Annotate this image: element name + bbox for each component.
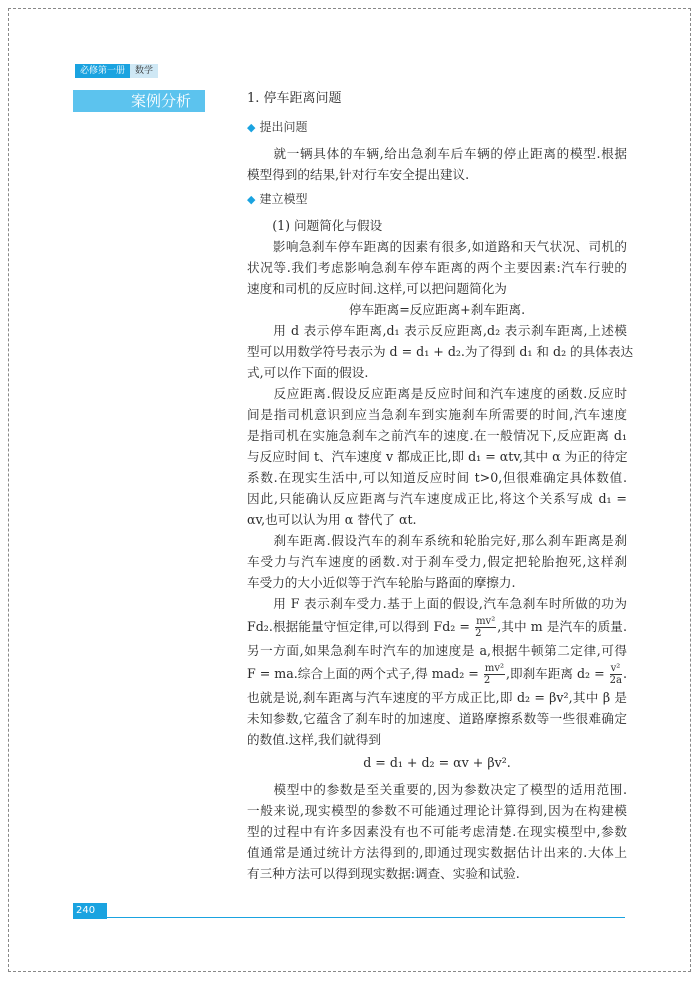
text-segment: . — [622, 666, 627, 681]
page-number: 240 — [73, 903, 107, 919]
denominator: 2 — [483, 675, 491, 686]
text-line: 型的过程中有许多因素没有也不可能考虑清楚.在现实模型中,参数 — [247, 824, 627, 839]
heading-build-model — [247, 189, 627, 210]
diamond-icon: ◆ — [247, 193, 256, 206]
text-line: 间是指司机意识到应当急刹车到实施刹车所需要的时间,汽车速度 — [247, 407, 627, 422]
text-segment: Fd₂.根据能量守恒定律,可以得到 Fd₂ = — [247, 619, 475, 634]
paragraph — [247, 320, 634, 383]
numerator: v² — [610, 663, 621, 674]
paragraph — [247, 143, 627, 185]
text-line: 影响急刹车停车距离的因素有很多,如道路和天气状况、司机的 — [247, 239, 627, 254]
book-volume: 必修第一册 — [75, 64, 130, 78]
text-line: 的数值.这样,我们就得到 — [247, 732, 381, 747]
text-line: 模型得到的结果,针对行车安全提出建议. — [247, 167, 470, 182]
text-line: 模型中的参数是至关重要的,因为参数决定了模型的适用范围. — [247, 782, 627, 797]
denominator: 2a — [609, 675, 622, 686]
fraction — [484, 663, 505, 686]
paragraph — [247, 530, 627, 593]
paragraph — [247, 215, 627, 236]
diamond-icon: ◆ — [247, 121, 256, 134]
text-line: 系数.在现实生活中,可以知道反应时间 t>0,但很难确定具体数值. — [247, 470, 627, 485]
text-line: 一般来说,现实模型的参数不可能通过理论计算得到,因为在构建模 — [247, 803, 627, 818]
text-line: 因此,只能确认反应距离与汽车速度成正比,将这个关系写成 d₁ = — [247, 491, 627, 506]
heading-raise-question — [247, 117, 627, 138]
text-line: 有三种方法可以得到现实数据:调查、实验和试验. — [247, 866, 520, 881]
text-line: d = d₁ + d₂ = αv + βv². — [363, 755, 511, 770]
text-line: 停车距离=反应距离+刹车距离. — [348, 302, 526, 317]
fraction — [475, 616, 496, 639]
paragraph — [247, 779, 627, 884]
body-paragraphs — [247, 215, 634, 884]
text-line: 车受力的大小近似等于汽车轮胎与路面的摩擦力. — [247, 575, 516, 590]
text-line: 另一方面,如果急刹车时汽车的加速度是 a,根据牛顿第二定律,可得 — [247, 643, 627, 658]
paragraph — [247, 143, 627, 185]
paragraph — [247, 383, 627, 530]
numerator: mv² — [476, 616, 496, 627]
text-line: 速度和司机的反应时间.这样,可以把问题简化为 — [247, 281, 507, 296]
numerator: mv² — [484, 663, 504, 674]
text-line: 值通常是通过统计方法得到的,即通过现实数据估计出来的.大体上 — [247, 845, 627, 860]
text-line: 用 F 表示刹车受力.基于上面的假设,汽车急刹车时所做的功为 — [247, 596, 627, 611]
text-line: 也就是说,刹车距离与汽车速度的平方成正比,即 d₂ = βv²,其中 β 是 — [247, 690, 627, 705]
section-label: 案例分析 — [73, 90, 205, 112]
text-line: 未知参数,它蕴含了刹车时的加速度、道路摩擦系数等一些很难确定 — [247, 711, 627, 726]
paragraph — [247, 299, 627, 320]
text-line — [247, 614, 627, 640]
text-line — [247, 661, 627, 687]
book-tag — [75, 64, 158, 78]
text-line: 刹车距离.假设汽车的刹车系统和轮胎完好,那么刹车距离是刹 — [247, 533, 627, 548]
text-segment: ,其中 m 是汽车的质量. — [497, 619, 627, 634]
text-segment: ,即刹车距离 d₂ = — [505, 666, 609, 681]
text-line: 状况等.我们考虑影响急刹车停车距离的两个主要因素:汽车行驶的 — [247, 260, 627, 275]
text-line: (1) 问题简化与假设 — [247, 218, 383, 233]
paragraph — [247, 593, 627, 750]
case-title: 1. 停车距离问题 — [247, 91, 342, 106]
paragraph — [247, 752, 627, 773]
text-line: 型可以用数学符号表示为 d = d₁ + d₂.为了得到 d₁ 和 d₂ 的具体表达 — [247, 344, 634, 359]
text-line: αv,也可以认为用 α 替代了 αt. — [247, 512, 417, 527]
footer-rule — [107, 917, 625, 918]
text-line: 是指司机在实施急刹车之前汽车的速度.在一般情况下,反应距离 d₁ — [247, 428, 627, 443]
text-line: 式,可以作下面的假设. — [247, 365, 369, 380]
main-content — [247, 88, 634, 884]
fraction — [610, 663, 622, 686]
book-subject: 数学 — [130, 64, 158, 78]
text-line: 反应距离.假设反应距离是反应时间和汽车速度的函数.反应时 — [247, 386, 627, 401]
text-segment: F = ma.综合上面的两个式子,得 mad₂ = — [247, 666, 483, 681]
text-line: 与反应时间 t、汽车速度 v 都成正比,即 d₁ = αtv,其中 α 为正的待定 — [247, 449, 628, 464]
denominator: 2 — [475, 628, 482, 639]
text-line: 就一辆具体的车辆,给出急刹车后车辆的停止距离的模型.根据 — [247, 146, 627, 161]
heading-text: 建立模型 — [259, 192, 308, 206]
paragraph — [247, 236, 627, 299]
heading-text: 提出问题 — [259, 120, 308, 134]
text-line: 用 d 表示停车距离,d₁ 表示反应距离,d₂ 表示刹车距离,上述模 — [247, 323, 627, 338]
text-line: 车受力与汽车速度的函数.对于刹车受力,假定把轮胎抱死,这样刹 — [247, 554, 627, 569]
